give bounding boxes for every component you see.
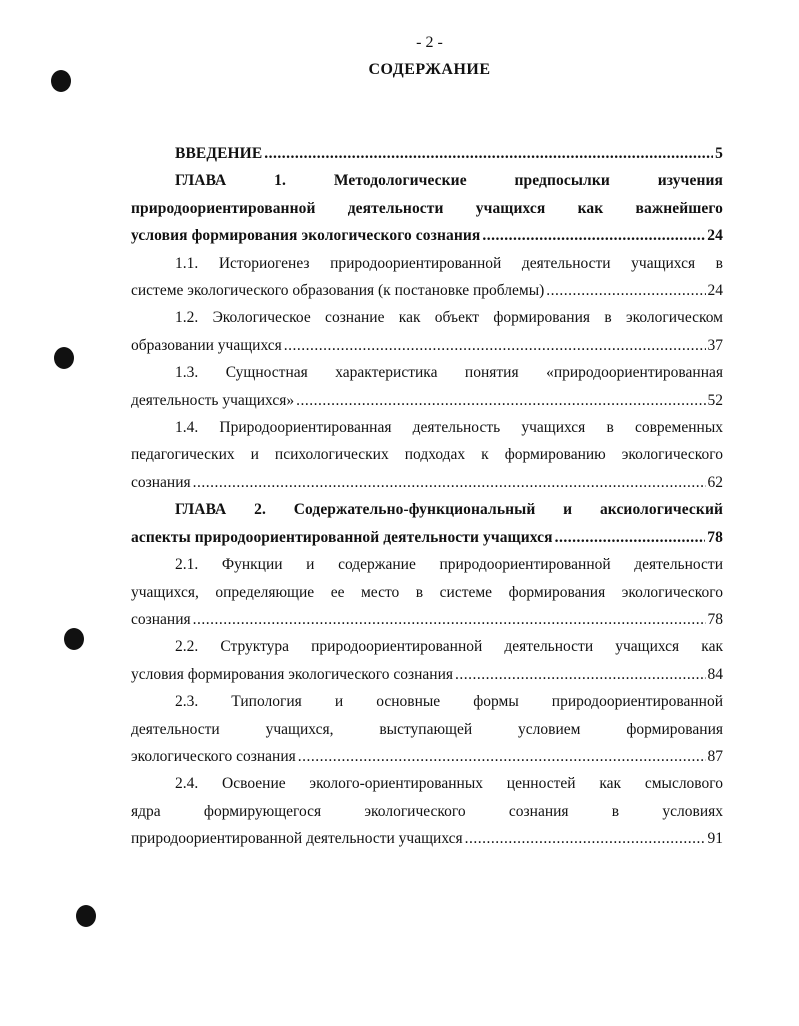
dot-leader (546, 277, 705, 304)
toc-entry-line (131, 140, 723, 167)
dot-leader (193, 606, 706, 633)
toc-entry-line (131, 606, 723, 633)
dot-leader (465, 825, 706, 852)
toc-entry-line: 2.1. Функции и содержание природоориентированной деятельности (175, 556, 723, 574)
toc-page-number: 78 (707, 610, 723, 628)
toc-entry-text: деятельность учащихся» (131, 391, 295, 409)
toc-entry-line (131, 743, 723, 770)
toc-entry-line: деятельности учащихся, выступающей условием формирования (131, 720, 723, 738)
toc-entry-text: ВВЕДЕНИЕ (175, 145, 263, 162)
toc-entry (131, 140, 723, 167)
toc-entry-text: системе экологического образования (к постановке проблемы) (131, 282, 545, 300)
toc-page-number: 24 (707, 282, 723, 300)
toc-entry (131, 633, 723, 688)
toc-page-number: 87 (707, 747, 723, 765)
toc-entry-text: аспекты природоориентированной деятельности учащихся (131, 528, 553, 546)
dot-leader (555, 524, 706, 551)
toc-entry-line: ГЛАВА 2. Содержательно-функциональный и аксиологический (175, 501, 723, 519)
toc-entry (131, 359, 723, 414)
toc-page-number: 52 (707, 391, 723, 409)
toc-entry-line: ядра формирующегося экологического сознания в условиях (131, 802, 723, 820)
toc-entry-line: учащихся, определяющие ее место в системе формирования экологического (131, 583, 723, 601)
toc-entry-text: природоориентированной деятельности учащихся (131, 830, 463, 848)
toc-entry-line: 2.4. Освоение эколого-ориентированных ценностей как смыслового (175, 775, 723, 793)
toc-page-number: 78 (707, 528, 723, 546)
dot-leader (193, 469, 706, 496)
dot-leader (264, 140, 713, 167)
toc-entry-text: условия формирования экологического сознания (131, 227, 481, 245)
punch-hole (54, 347, 74, 369)
toc-entry-line: 1.1. Историогенез природоориентированной деятельности учащихся в (175, 254, 723, 272)
toc-entry-line (131, 277, 723, 304)
toc-entry-line (131, 469, 723, 496)
toc-entry (131, 414, 723, 496)
punch-hole (76, 905, 96, 927)
toc-page-number: 5 (715, 145, 723, 162)
toc-entry-line: 1.2. Экологическое сознание как объект формирования в экологическом (175, 309, 723, 327)
toc-entry-text: образовании учащихся (131, 336, 282, 354)
dot-leader (296, 387, 705, 414)
toc-entry-line: 1.4. Природоориентированная деятельность учащихся в современных (175, 419, 723, 437)
toc-entry-text: сознания (131, 473, 191, 491)
toc-entry (131, 688, 723, 770)
toc-entry-text: условия формирования экологического сознания (131, 665, 453, 683)
toc-entry-text: сознания (131, 610, 191, 628)
dot-leader (482, 222, 705, 249)
table-of-contents (131, 140, 723, 853)
toc-entry-line (131, 524, 723, 551)
toc-entry-text: экологического сознания (131, 747, 296, 765)
toc-entry-line (131, 825, 723, 852)
toc-entry (131, 304, 723, 359)
toc-entry-line (131, 387, 723, 414)
dot-leader (455, 661, 706, 688)
toc-page-number: 62 (707, 473, 723, 491)
toc-entry-line (131, 332, 723, 359)
toc-entry-line: ГЛАВА 1. Методологические предпосылки изучения (175, 172, 723, 190)
dot-leader (298, 743, 706, 770)
dot-leader (284, 332, 706, 359)
toc-entry-line: природоориентированной деятельности учащихся как важнейшего (131, 199, 723, 217)
toc-entry (131, 167, 723, 249)
toc-entry-line: педагогических и психологических подходах к формированию экологического (131, 446, 723, 464)
toc-entry (131, 250, 723, 305)
toc-entry (131, 496, 723, 551)
page-title: СОДЕРЖАНИЕ (368, 61, 491, 78)
punch-hole (51, 70, 71, 92)
page-number: - 2 - (416, 34, 443, 51)
toc-entry (131, 770, 723, 852)
toc-entry-line: 2.3. Типология и основные формы природоориентированной (175, 693, 723, 711)
toc-page-number: 84 (707, 665, 723, 683)
toc-page-number: 24 (707, 227, 723, 245)
toc-entry-line: 2.2. Структура природоориентированной деятельности учащихся как (175, 638, 723, 656)
toc-page-number: 37 (707, 336, 723, 354)
punch-hole (64, 628, 84, 650)
toc-entry (131, 551, 723, 633)
toc-entry-line: 1.3. Сущностная характеристика понятия «природоориентированная (175, 364, 723, 382)
toc-page-number: 91 (707, 830, 723, 848)
toc-entry-line (131, 661, 723, 688)
toc-entry-line (131, 222, 723, 249)
